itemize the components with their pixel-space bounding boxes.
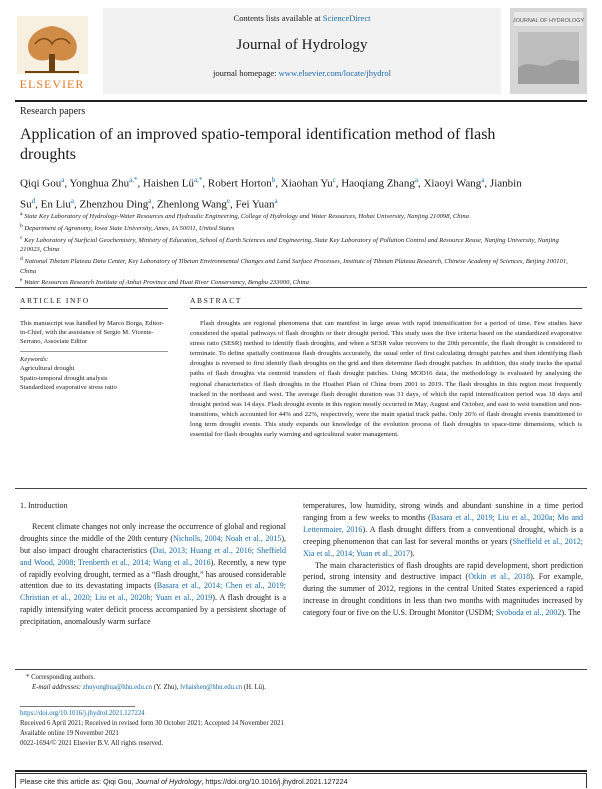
email-label: E-mail addresses:	[32, 684, 82, 691]
editor-note: This manuscript was handled by Marco Borga, Editor-in-Chief, with the assistance of Sergio M. Vicente-Serrano, Associate Editor	[20, 320, 164, 345]
paragraph-text: ). A flash drought differs from a conventional drought, which is a creeping phenomenon that can last for several months or years (	[303, 524, 584, 546]
reference-link[interactable]: Nicholls, 2004; Noah et al., 2015	[173, 533, 282, 543]
email-owner: (Y. Zhu),	[153, 684, 179, 691]
reference-link[interactable]: Otkin et al., 2018	[468, 572, 531, 582]
author-affiliation-marker[interactable]: c	[332, 176, 336, 184]
journal-header	[15, 8, 587, 98]
affiliation	[20, 210, 580, 222]
paragraph-text: ). Recently, a new type of rapidly evolving drought, termed as a “flash drought,” has aroused considerable attention due to its devastating impacts (	[20, 557, 286, 591]
divider	[15, 770, 587, 772]
affiliation	[20, 255, 580, 276]
affiliation	[20, 234, 580, 255]
keyword: Spatio-temporal drought analysis	[20, 374, 108, 382]
paragraph-text: ). A flash drought is a rapidly intensifying water deficit process accompanied by a persistent shortage of precipitation, anomalously warm surface	[20, 593, 287, 627]
received-dates: Received 6 April 2021; Received in revised form 30 October 2021; Accepted 14 November 2021	[20, 720, 284, 727]
author-affiliation-marker[interactable]: a	[61, 176, 65, 184]
body-column-right	[303, 500, 583, 619]
reference-link[interactable]: Sheffield et al., 2012; Xia et al., 2014; Yuan et al., 2017	[303, 536, 583, 558]
author-list: Qiqi Gou$^a$, Yonghua Zhu$^{a,*}$, Haishen $Lü^{a,*}$, Robert Horton$^b$, Xiaohan Yu$^c$, Haoqiang Zhang$^a$, Xiaoyi Wang$^a$, Jianbin Su$^d$, En Liu$^a$, Zhenzhou Ding$^a$, Zhenlong Wang$^e$, Fei Yuan$^a$	[20, 176, 522, 211]
header-rule	[15, 100, 587, 102]
elsevier-tree-icon	[15, 14, 90, 94]
reference-link[interactable]: Svoboda et al., 2002	[495, 608, 562, 618]
keyword: Standardized evaporative stress ratio	[20, 384, 117, 392]
divider	[20, 351, 168, 352]
paragraph-text: The main characteristics of flash droughts are rapid development, short prediction period, strong intensity and destructive impact (	[303, 560, 583, 582]
email-link[interactable]: zhuyonghua@hhu.edu.cn	[82, 684, 153, 691]
citation-prefix: Please cite this article as:	[20, 777, 102, 786]
author-name[interactable]: Robert Horton	[207, 177, 272, 190]
article-title: Application of an improved spatio-temporal identification method of flash droughts	[20, 126, 496, 163]
email-line	[20, 683, 580, 693]
author-name[interactable]: Zhenzhou Ding	[79, 198, 149, 211]
author-affiliation-marker[interactable]: d	[31, 196, 36, 205]
keyword: Agricultural drought	[20, 365, 75, 373]
journal-homepage	[103, 68, 501, 78]
author-affiliation-marker[interactable]: a	[70, 196, 74, 205]
author-name[interactable]: Yonghua Zhu	[69, 177, 130, 190]
body-paragraph	[303, 500, 583, 560]
author-name[interactable]: Fei Yuan	[235, 198, 275, 211]
reference-link[interactable]: Dai, 2013; Huang et al., 2016; Sheffield and Wood, 2008; Trenberth et al., 2014; Wang et al., 2016	[20, 545, 286, 567]
divider	[15, 669, 587, 670]
journal-cover-thumbnail[interactable]	[510, 8, 587, 94]
paragraph-text: temperatures, low humidity, strong winds and abundant sunshine in a time period ranging from a few weeks to months (	[303, 501, 583, 522]
author-name[interactable]: Zhenlong Wang	[156, 198, 227, 211]
divider	[15, 287, 587, 288]
cover-image-icon	[510, 8, 587, 94]
divider	[20, 308, 168, 309]
author-affiliation-marker[interactable]: a	[481, 176, 485, 184]
affiliation-text: Key Laboratory of Surficial Geochemistry, Ministry of Education, School of Earth Sciences and Engineering, State Key Laboratory of Pollution Control and Resource Reuse, Nanjing University, Nanjing 210023, China	[20, 236, 559, 254]
author-affiliation-marker[interactable]: e	[226, 196, 231, 205]
affiliation-marker: c	[20, 234, 23, 241]
author-name[interactable]: En Liu	[40, 198, 71, 211]
abstract-heading: ABSTRACT	[190, 296, 242, 305]
reference-link[interactable]: Basara et al., 2014; Chen et al., 2019; Christian et al., 2020; Liu et al., 2020b; Yuan et al., 2019	[20, 581, 286, 603]
reference-link[interactable]: Basara et al., 2019; Liu et al., 2020a; Mo and Lettenmaier, 2016	[303, 512, 583, 534]
affiliation-text: Water Resources Research Institute of Anhui Province and Huai River Conservancy, Bengbu 233000, China	[22, 279, 309, 287]
homepage-link[interactable]: www.elsevier.com/locate/jhydrol	[278, 68, 391, 78]
body-paragraph	[303, 560, 583, 620]
citation-doi[interactable]: , https://doi.org/10.1016/j.jhydrol.2021.127224	[201, 777, 348, 786]
affiliation-text: National Tibetan Plateau Data Center, Key Laboratory of Tibetan Environmental Changes and Land Surface Processes, Institute of Tibetan Plateau Research, Chinese Academy of Sciences, Beijing 100101, China	[20, 258, 568, 275]
divider	[190, 308, 582, 309]
author-name[interactable]: Xiaoyi Wang	[423, 177, 482, 190]
affiliation-marker: d	[20, 255, 23, 262]
section-type: Research papers	[20, 106, 86, 117]
abstract-text: Flash droughts are regional phenomena that can manifest in large areas with rapid intensification for a period of time. Few studies have considered the spatial pathways of flash droughts or their drought period. This study uses the five criteria based on the standardized evaporative stress ratio (SESR) method to identify flash droughts, and when a SESR value recovers to the 20th percentile, the flash drought is considered to terminate. To define spatially continuous flash droughts accurately, the usual order of first calculating drought patches and then identifying flash droughts is reversed to first identify flash droughts on the grid and then determine flash drought patches. In addition, this study tracks the spatial paths of flash droughts via centroid transfers of flash drought patches. Using MOD16 data, the methodology is evaluated by analysing the regional characteristics of flash droughts in the Huaibei Plain of China from 2001 to 2019. The flash droughts in this region most frequently tracked in the northeast and west. The average flash drought duration was 31 days, of which the rapid intensification period was 18 days and drought period was 14 days. Flash drought events in this region mostly occurred in May, August and October, and east to west transition and non-transitions, which accounted for 44% and 22%, respectively, were the main spatial track paths. Only 26% of flash drought events transitioned to long term drought events. This study expands our knowledge of the evolution process of flash droughts to space-time dimensions, which is essential for flash droughts early warning and agricultural water management.	[190, 320, 582, 439]
affiliation-list	[20, 210, 580, 288]
cover-title: JOURNAL OF HYDROLOGY	[512, 18, 585, 24]
affiliation-marker: b	[20, 222, 23, 229]
available-online: Available online 19 November 2021	[20, 730, 119, 737]
email-owner: (H. Lü).	[243, 684, 266, 691]
corresponding-note: * Corresponding authors.	[26, 674, 95, 681]
author-affiliation-marker[interactable]: a,*	[194, 176, 203, 184]
publisher-logo-text: ELSEVIER	[19, 77, 85, 91]
paragraph-text: ). The	[561, 608, 581, 618]
masthead	[103, 8, 501, 94]
paragraph-text: ), but also impact drought characteristics (	[20, 533, 286, 555]
article-info-heading: ARTICLE INFO	[20, 296, 90, 305]
author-name[interactable]: Jianbin Su	[20, 177, 522, 211]
author-name[interactable]: Qiqi Gou	[20, 177, 62, 190]
section-heading: 1. Introduction	[20, 501, 68, 510]
divider	[15, 488, 587, 489]
body-column-left	[20, 500, 286, 628]
email-link[interactable]: lvhaishen@hhu.edu.cn	[180, 684, 243, 691]
citation-journal: Journal of Hydrology	[135, 777, 202, 786]
citation-authors: Qiqi Gou,	[103, 777, 134, 786]
keywords-label: Keywords:	[20, 356, 49, 363]
author-affiliation-marker[interactable]: a	[148, 196, 152, 205]
affiliation	[20, 222, 580, 234]
author-name[interactable]: Haishen Lü	[143, 177, 195, 190]
copyright: 0022-1694/© 2021 Elsevier B.V. All rights reserved.	[20, 740, 164, 747]
paragraph-text: ). For example, during the summer of 2012, regions in the central United States experienced a rapid increase in drought conditions in less than two months with magnitudes increased by category four or five on the U.S. Drought Monitor (USDM;	[303, 572, 584, 618]
keywords	[20, 355, 168, 393]
affiliation-text: State Key Laboratory of Hydrology-Water Resources and Hydraulic Engineering, College of Hydrology and Water Resources, Hohai University, Nanjing 210098, China	[22, 213, 469, 221]
paragraph-text: ).	[410, 548, 415, 558]
sciencedirect-link[interactable]: ScienceDirect	[322, 13, 371, 23]
paragraph-text: Recent climate changes not only increase the occurrence of global and regional droughts since the middle of the 20th century (	[20, 521, 286, 543]
author-affiliation-marker[interactable]: a,*	[129, 176, 138, 184]
affiliation-marker: e	[20, 277, 23, 284]
footnotes	[20, 673, 580, 693]
author-affiliation-marker[interactable]: a	[274, 196, 278, 205]
affiliation-text: Department of Agronomy, Iowa State University, Ames, IA 50011, United States	[22, 224, 235, 232]
body-paragraph	[20, 521, 286, 628]
citation-box	[15, 773, 587, 788]
affiliation-marker: a	[20, 211, 23, 217]
homepage-prefix: journal homepage:	[213, 68, 277, 78]
author-affiliation-marker[interactable]: a	[414, 176, 418, 184]
contents-prefix: Contents lists available at	[233, 13, 321, 23]
journal-title: Journal of Hydrology	[236, 37, 368, 53]
divider	[20, 706, 135, 707]
author-affiliation-marker[interactable]: b	[271, 176, 276, 184]
keyword-list	[20, 364, 168, 392]
publication-info	[20, 709, 580, 749]
elsevier-logo[interactable]	[15, 14, 90, 94]
doi-link[interactable]: https://doi.org/10.1016/j.jhydrol.2021.127224	[20, 710, 145, 717]
contents-line	[103, 13, 501, 23]
author-name[interactable]: Haoqiang Zhang	[341, 177, 415, 190]
author-name[interactable]: Xiaohan Yu	[280, 177, 333, 190]
